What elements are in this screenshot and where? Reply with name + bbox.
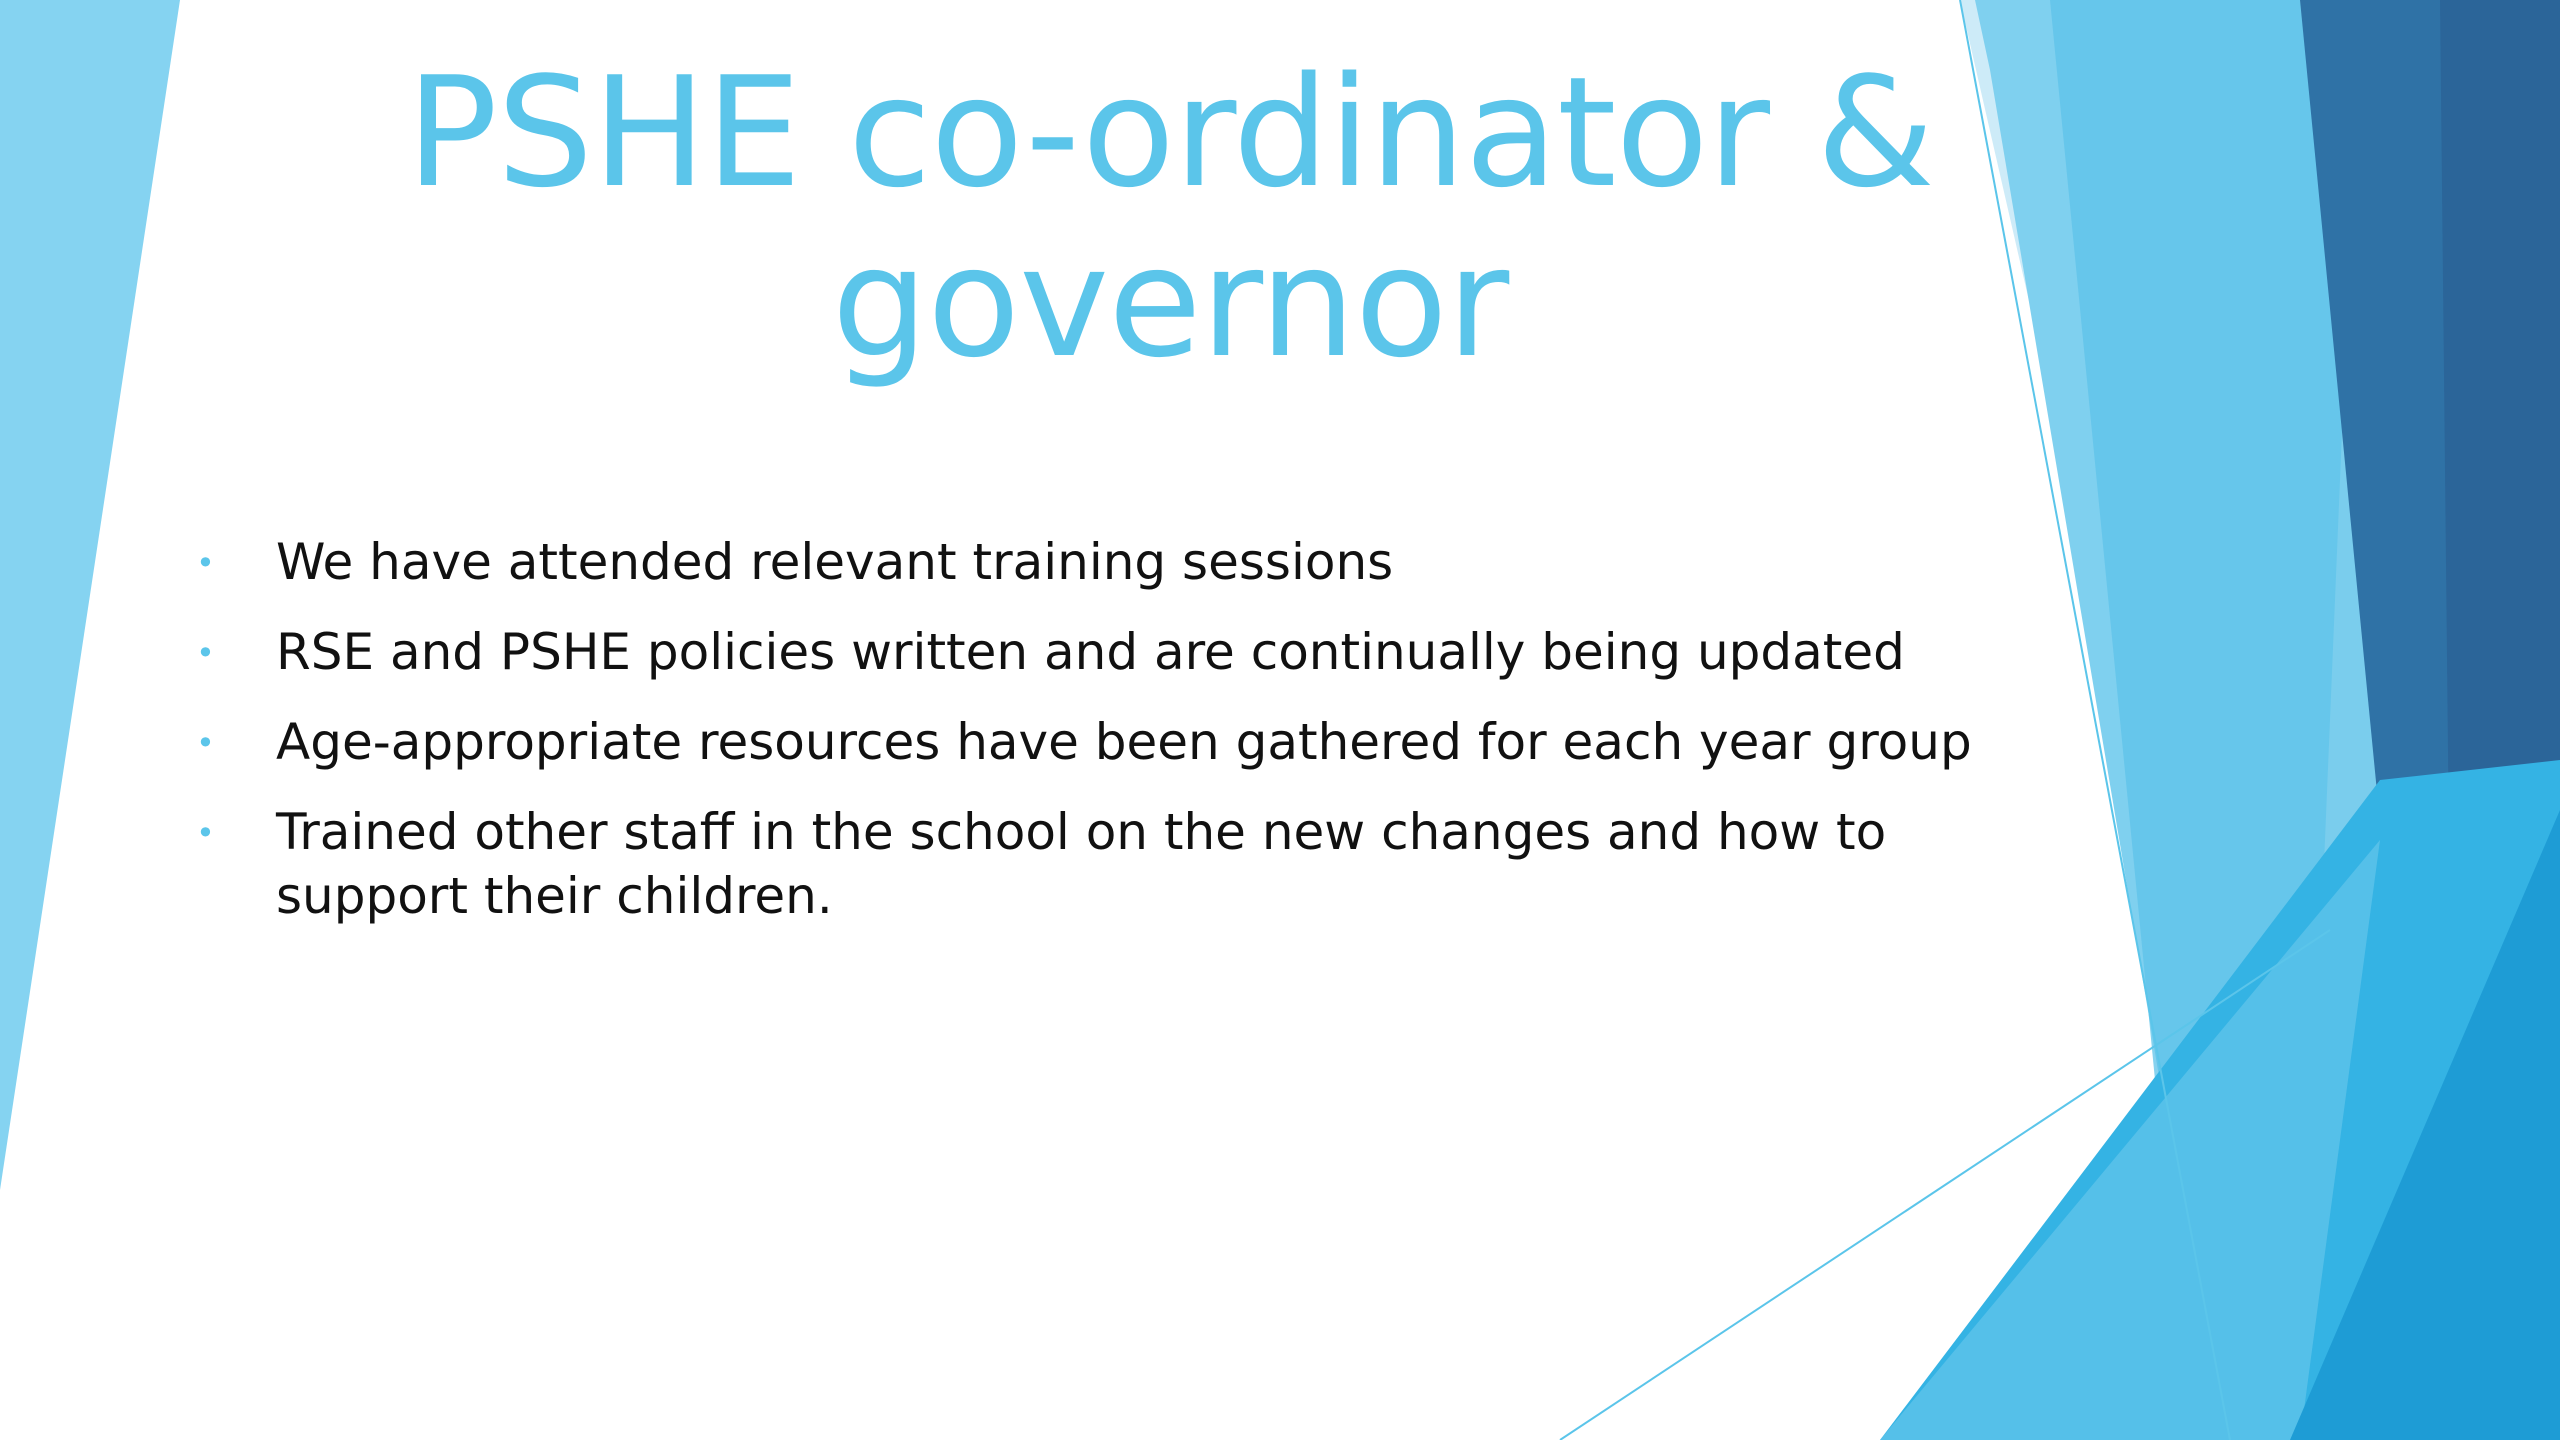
- bullet-item: [196, 620, 2056, 684]
- bullet-dot-icon: •: [196, 814, 215, 852]
- bullet-item: [196, 800, 2056, 928]
- bullet-text: Age-appropriate resources have been gathered for each year group: [276, 713, 1972, 771]
- bullet-text: RSE and PSHE policies written and are continually being updated: [276, 623, 1905, 681]
- slide-title: [180, 44, 2160, 391]
- bullet-dot-icon: •: [196, 634, 215, 672]
- bullet-item: [196, 530, 2056, 594]
- bullet-dot-icon: •: [196, 544, 215, 582]
- left-edge-shape: [0, 0, 180, 1190]
- bullet-item: [196, 710, 2056, 774]
- slide-title-line-2: governor: [831, 214, 1509, 391]
- bullet-text: We have attended relevant training sessions: [276, 533, 1394, 591]
- bullet-text: Trained other staff in the school on the new changes and how to support their children.: [276, 803, 1887, 925]
- bullet-list: [196, 530, 2056, 954]
- bullet-dot-icon: •: [196, 724, 215, 762]
- slide-title-line-1: PSHE co-ordinator &: [406, 44, 1934, 221]
